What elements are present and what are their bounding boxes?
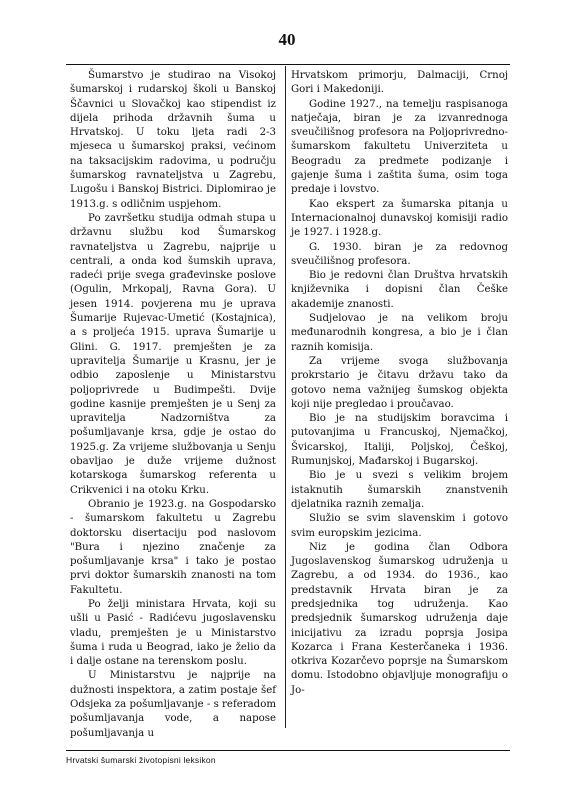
left-column <box>70 69 276 741</box>
paragraph: Šumarstvo je studirao na Visokoj šumarskoj i rudarskoj školi u Banskoj Ščavnici u Slovačkoj kao stipendist iz dijela prihoda državnih šuma u Hrvatskoj. U toku ljeta radi 2-3 mjeseca u šumarskoj praksi, većinom na taksacijskim radovima, u području šumarskog ravnateljstva u Zagrebu, Lugošu i Banskoj Bistrici. Diplomirao je 1913.g. s odličnim uspjehom. <box>70 70 276 210</box>
bottom-rule <box>66 750 510 751</box>
top-rule <box>66 64 510 65</box>
paragraph: U Ministarstvu je najprije na dužnosti inspektora, a zatim postaje šef Odsjeka za pošumljavanje - s referadom pošumljavanja vode, a napose pošumljavanja u <box>70 670 276 739</box>
column-divider <box>285 66 286 728</box>
paragraph: Za vrijeme svoga službovanja prokrstario je čitavu državu tako da gotovo nema važnijeg šumskog objekta koji nije pregledao i proučavao. <box>291 355 508 410</box>
paragraph: Po želji ministara Hrvata, koji su ušli u Pasić - Radićevu jugoslavensku vladu, premješten je u Ministarstvo šuma i ruda u Beograd, iako je želio da i dalje ostane na terenskom poslu. <box>70 598 276 668</box>
paragraph: Sudjelovao je na velikom broju međunarodnih kongresa, a bio je i član raznih komisija. <box>291 313 508 353</box>
paragraph: G. 1930. biran je za redovnog sveučilišnog profesora. <box>291 241 508 267</box>
paragraph: Služio se svim slavenskim i gotovo svim europskim jezicima. <box>291 513 508 539</box>
right-column <box>291 69 508 698</box>
footer-title: Hrvatski šumarski životopisni leksikon <box>66 755 216 765</box>
paragraph: Kao ekspert za šumarska pitanja u Internacionalnoj dunavskoj komisiji radio je 1927. i 1928.g. <box>291 198 508 239</box>
paragraph: Bio je redovni član Društva hrvatskih književnika i dopisni član Češke akademije znanosti. <box>291 270 508 310</box>
paragraph: Bio je u svezi s velikim brojem istaknutih šumarskih znanstvenih djelatnika raznih zemalja. <box>291 470 508 510</box>
paragraph: Obranio je 1923.g. na Gospodarsko - šumarskom fakultetu u Zagrebu doktorsku disertaciju pod naslovom "Bura i njezino značenje za pošumljavanje krsa" i tako je postao prvi doktor šumarskih znanosti na tom Fakultetu. <box>70 498 276 596</box>
paragraph: Bio je na studijskim boravcima i putovanjima u Francuskoj, Njemačkoj, Švicarskoj, Italiji, Poljskoj, Češkoj, Rumunjskoj, Mađarskoj i Bugarskoj. <box>291 413 508 468</box>
paragraph: Po završetku studija odmah stupa u državnu službu kod Šumarskog ravnateljstva u Zagrebu, najprije u centrali, a onda kod šumskih uprava, radeći prije svega građevinske poslove (Ogulin, Mrkopalj, Ravna Gora). U jesen 1914. povjerena mu je uprava Šumarije Rujevac-Umetić (Kostajnica), a s proljeća 1915. uprava Šumarije u Glini. G. 1917. premješten je za upravitelja Šumarije u Krasnu, jer je odbio zaposlenje u Ministarstvu poljoprivrede u Budimpešti. Dvije godine kasnije premješten je u Senj za upravitelja Nadzorništva za pošumljavanje krsa, gdje je ostao do 1925.g. Za vrijeme službovanja u Senju obavljao je duže vrijeme dužnost kotarskoga šumarskog referenta u Crikvenici i na otoku Krku. <box>70 212 276 496</box>
paragraph: Niz je godina član Odbora Jugoslavenskog šumarskog udruženja u Zagrebu, a od 1934. do 1936., kao predstavnik Hrvata biran je za predsjednika tog udruženja. Kao predsjednik šumarskog udruženja daje inicijativu za izradu poprsja Josipa Kozarca i Frana Kesterčaneka i 1936. otkriva Kozarčevo poprsje na Šumarskom domu. Istodobno objavljuje monografiju o Jo- <box>291 541 508 696</box>
page-number: 40 <box>278 30 296 49</box>
paragraph: Godine 1927., na temelju raspisanoga natječaja, biran je za izvanrednoga sveučilišnog profesora na Poljoprivredno-šumarskom fakultetu Univerziteta u Beogradu za predmete podizanje i gajenje šuma i zaštita šuma, osim toga predaje i lovstvo. <box>291 98 508 196</box>
paragraph-continuation: Hrvatskom primorju, Dalmaciji, Crnoj Gori i Makedoniji. <box>291 70 508 96</box>
